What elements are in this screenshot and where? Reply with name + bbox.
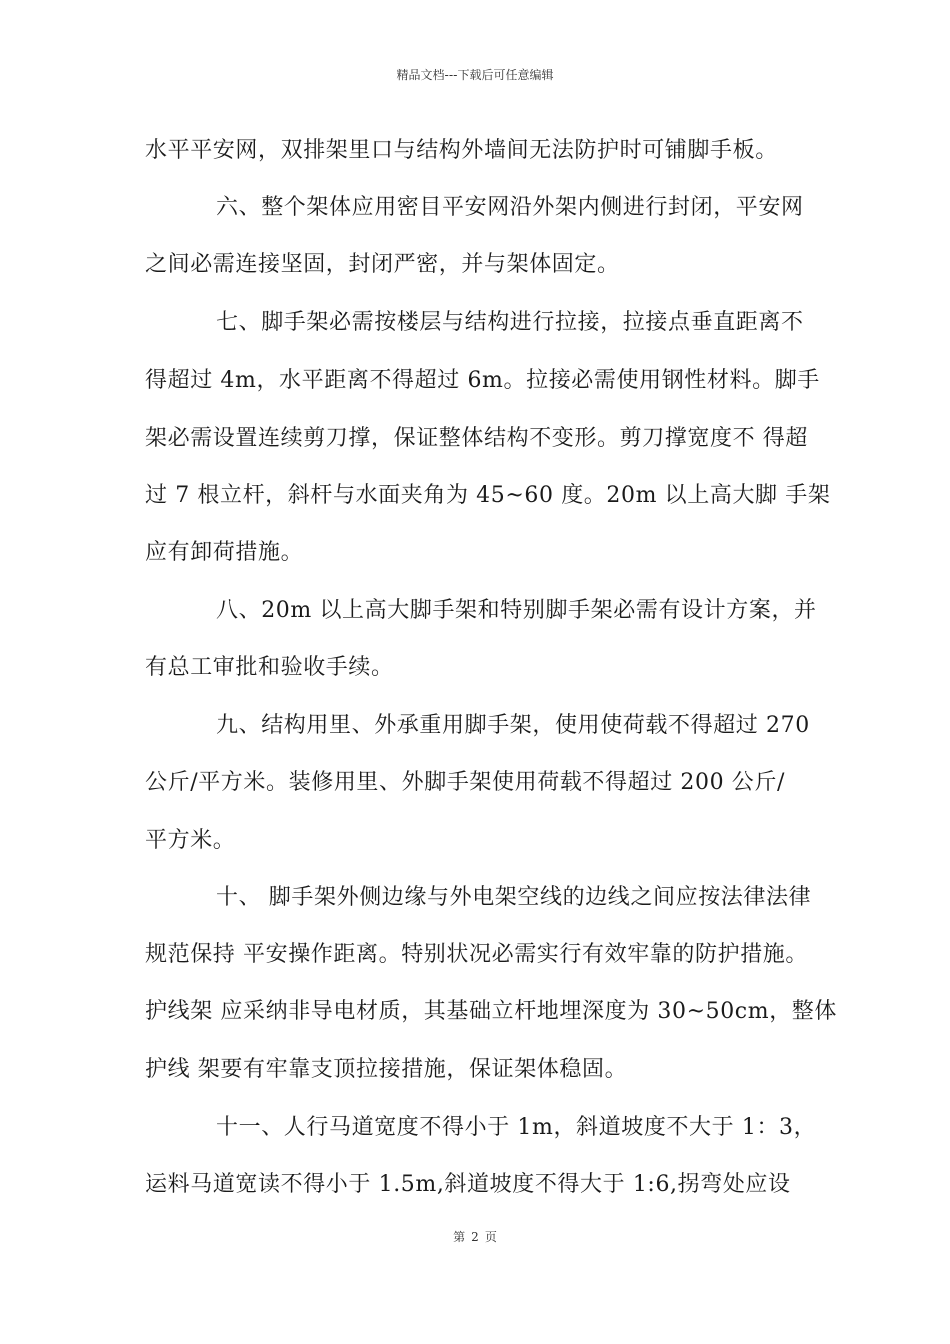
page-header: 精品文档---下载后可任意编辑 <box>396 68 554 82</box>
text-line: 护线架 应采纳非导电材质，其基础立杆地埋深度为 30~50cm，整体 <box>145 999 837 1024</box>
text-line: 六、整个架体应用密目平安网沿外架内侧进行封闭，平安网 <box>216 195 804 220</box>
text-line: 十、 脚手架外侧边缘与外电架空线的边线之间应按法律法律 <box>216 885 812 910</box>
text-line: 十一、人行马道宽度不得小于 1m，斜道坡度不大于 1：3， <box>216 1115 817 1140</box>
text-line: 九、结构用里、外承重用脚手架，使用使荷载不得超过 270 <box>216 713 810 738</box>
text-line: 水平平安网，双排架里口与结构外墙间无法防护时可铺脚手板。 <box>145 138 778 163</box>
footer-prefix: 第 <box>453 1230 466 1244</box>
text-line: 七、脚手架必需按楼层与结构进行拉接，拉接点垂直距离不 <box>216 310 804 335</box>
footer-suffix: 页 <box>484 1230 497 1244</box>
text-line: 有总工审批和验收手续。 <box>145 655 394 680</box>
page-footer <box>0 1228 950 1245</box>
text-line: 应有卸荷措施。 <box>145 540 304 565</box>
text-line: 架必需设置连续剪刀撑，保证整体结构不变形。剪刀撑宽度不 得超 <box>145 426 808 451</box>
text-line: 规范保持 平安操作距离。特别状况必需实行有效牢靠的防护措施。 <box>145 942 808 967</box>
text-line: 平方米。 <box>145 828 236 853</box>
text-line: 公斤/平方米。装修用里、外脚手架使用荷载不得超过 200 公斤/ <box>145 770 786 795</box>
text-line: 护线 架要有牢靠支顶拉接措施，保证架体稳固。 <box>145 1057 628 1082</box>
text-line: 过 7 根立杆，斜杆与水面夹角为 45~60 度。20m 以上高大脚 手架 <box>145 483 831 508</box>
text-line: 之间必需连接坚固，封闭严密，并与架体固定。 <box>145 252 620 277</box>
text-line: 得超过 4m，水平距离不得超过 6m。拉接必需使用钢性材料。脚手 <box>145 368 820 393</box>
text-line: 八、20m 以上高大脚手架和特别脚手架必需有设计方案，并 <box>216 598 817 623</box>
text-line: 运料马道宽读不得小于 1.5m,斜道坡度不得大于 1:6,拐弯处应设 <box>145 1172 791 1197</box>
page-number: 2 <box>471 1230 479 1244</box>
